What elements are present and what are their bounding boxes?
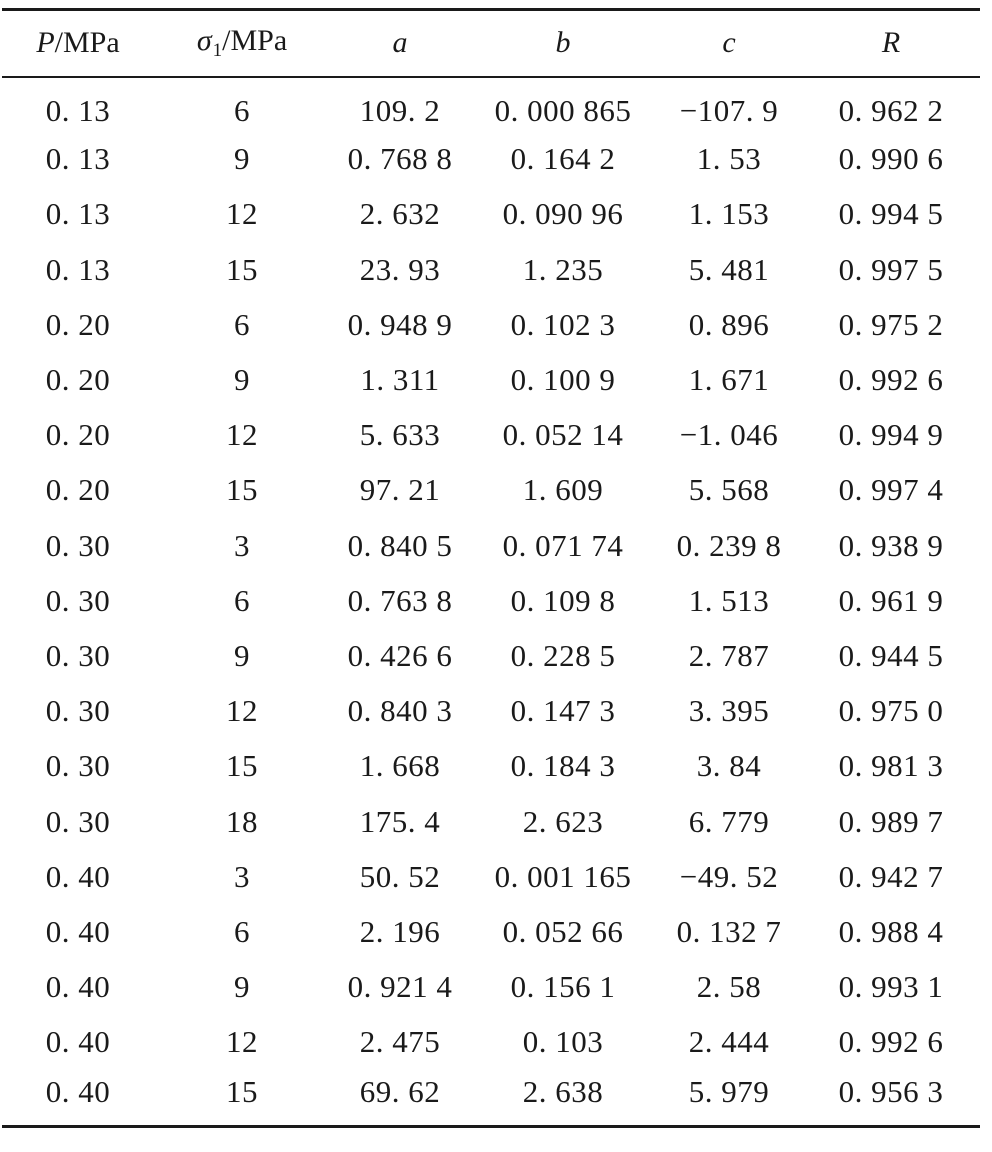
cell-a: 50. 52 [359,858,441,894]
cell-a: 23. 93 [359,251,441,287]
cell-b: 2. 638 [522,1074,604,1110]
cell-pressure: 0. 30 [45,582,111,618]
cell-a: 2. 475 [359,1024,441,1060]
cell-c: 6. 779 [688,803,770,839]
cell-r: 0. 992 6 [838,362,944,398]
table-row [2,352,980,407]
cell-r: 0. 956 3 [838,1074,944,1110]
cell-r: 0. 990 6 [838,141,944,177]
cell-r: 0. 944 5 [838,637,944,673]
cell-pressure: 0. 40 [45,858,111,894]
cell-c: 5. 481 [688,251,770,287]
cell-pressure: 0. 40 [45,969,111,1005]
header-sigma-subscript: 1 [212,40,223,62]
cell-a: 0. 763 8 [347,582,453,618]
cell-r: 0. 989 7 [838,803,944,839]
cell-r: 0. 994 5 [838,196,944,232]
header-sigma [154,10,330,77]
cell-c: 5. 979 [688,1074,770,1110]
cell-sigma: 15 [226,1074,258,1110]
cell-pressure: 0. 30 [45,527,111,563]
cell-c: 1. 513 [688,582,770,618]
table-row [2,242,980,297]
table-bottom-rule [2,1125,980,1128]
table-row [2,463,980,518]
cell-r: 0. 992 6 [838,1024,944,1060]
cell-a: 0. 768 8 [347,141,453,177]
cell-r: 0. 997 5 [838,251,944,287]
header-sigma-symbol: σ [196,24,212,58]
table-row [2,77,980,132]
cell-b: 0. 164 2 [510,141,616,177]
cell-c: 0. 896 [688,306,770,342]
table-header [2,10,980,77]
cell-c: 5. 568 [688,472,770,508]
fit-parameter-table-container [2,8,980,1128]
cell-r: 0. 997 4 [838,472,944,508]
table-row [2,904,980,959]
cell-b: 0. 103 [522,1024,604,1060]
table-row [2,408,980,463]
cell-pressure: 0. 13 [45,141,111,177]
cell-a: 2. 632 [359,196,441,232]
header-pressure [2,10,154,77]
header-b: b [555,26,571,60]
cell-a: 0. 921 4 [347,969,453,1005]
cell-sigma: 15 [226,472,258,508]
cell-sigma: 15 [226,251,258,287]
cell-c: 0. 239 8 [676,527,782,563]
header-row [2,10,980,77]
cell-b: 0. 102 3 [510,306,616,342]
cell-pressure: 0. 20 [45,417,111,453]
cell-r: 0. 994 9 [838,417,944,453]
table-row [2,1015,980,1070]
cell-a: 0. 948 9 [347,306,453,342]
cell-pressure: 0. 13 [45,196,111,232]
cell-sigma: 12 [226,196,258,232]
cell-sigma: 6 [234,92,250,128]
cell-a: 0. 426 6 [347,637,453,673]
cell-a: 1. 311 [360,362,440,398]
cell-r: 0. 981 3 [838,748,944,784]
table-row [2,297,980,352]
cell-a: 0. 840 5 [347,527,453,563]
cell-b: 0. 147 3 [510,693,616,729]
cell-sigma: 12 [226,417,258,453]
cell-a: 109. 2 [359,92,441,128]
cell-sigma: 6 [234,913,250,949]
cell-sigma: 15 [226,748,258,784]
table-row [2,684,980,739]
cell-b: 2. 623 [522,803,604,839]
cell-pressure: 0. 30 [45,693,111,729]
header-c: c [722,26,736,60]
cell-b: 1. 235 [522,251,604,287]
cell-r: 0. 993 1 [838,969,944,1005]
header-a: a [392,26,408,60]
header-pressure-unit: /MPa [54,26,120,60]
cell-c: 3. 84 [696,748,762,784]
cell-b: 0. 071 74 [502,527,624,563]
cell-pressure: 0. 20 [45,472,111,508]
cell-pressure: 0. 13 [45,251,111,287]
cell-pressure: 0. 30 [45,637,111,673]
cell-sigma: 9 [234,362,250,398]
cell-r: 0. 938 9 [838,527,944,563]
cell-c: 2. 444 [688,1024,770,1060]
cell-sigma: 6 [234,306,250,342]
cell-b: 0. 090 96 [502,196,624,232]
header-sigma-unit: /MPa [222,24,288,58]
cell-r: 0. 975 0 [838,693,944,729]
cell-c: 3. 395 [688,693,770,729]
cell-a: 2. 196 [359,913,441,949]
table-row [2,849,980,904]
table-row [2,1070,980,1125]
cell-b: 0. 000 865 [494,92,632,128]
cell-sigma: 9 [234,969,250,1005]
cell-r: 0. 942 7 [838,858,944,894]
cell-b: 0. 156 1 [510,969,616,1005]
cell-r: 0. 975 2 [838,306,944,342]
cell-pressure: 0. 30 [45,803,111,839]
cell-c: −1. 046 [679,417,779,453]
cell-a: 1. 668 [359,748,441,784]
cell-pressure: 0. 40 [45,913,111,949]
cell-c: 2. 787 [688,637,770,673]
cell-pressure: 0. 20 [45,306,111,342]
header-r: R [881,26,901,60]
cell-b: 0. 100 9 [510,362,616,398]
cell-b: 0. 184 3 [510,748,616,784]
cell-sigma: 9 [234,637,250,673]
cell-sigma: 18 [226,803,258,839]
cell-a: 0. 840 3 [347,693,453,729]
cell-r: 0. 961 9 [838,582,944,618]
table-body [2,77,980,1126]
cell-a: 175. 4 [359,803,441,839]
cell-c: 2. 58 [696,969,762,1005]
cell-pressure: 0. 30 [45,748,111,784]
cell-sigma: 6 [234,582,250,618]
cell-pressure: 0. 20 [45,362,111,398]
cell-pressure: 0. 40 [45,1074,111,1110]
cell-sigma: 12 [226,693,258,729]
table-row [2,518,980,573]
cell-a: 97. 21 [359,472,441,508]
fit-parameter-table [2,8,980,1125]
cell-sigma: 9 [234,141,250,177]
cell-c: 1. 153 [688,196,770,232]
cell-c: −107. 9 [679,92,779,128]
cell-c: −49. 52 [679,858,779,894]
table-row [2,573,980,628]
table-row [2,187,980,242]
cell-a: 69. 62 [359,1074,441,1110]
table-row [2,794,980,849]
cell-a: 5. 633 [359,417,441,453]
cell-c: 1. 53 [696,141,762,177]
header-pressure-symbol: P [36,26,55,60]
cell-r: 0. 962 2 [838,92,944,128]
table-row [2,960,980,1015]
cell-pressure: 0. 40 [45,1024,111,1060]
table-row [2,739,980,794]
cell-b: 0. 109 8 [510,582,616,618]
cell-b: 0. 052 14 [502,417,624,453]
cell-c: 0. 132 7 [676,913,782,949]
cell-sigma: 3 [234,858,250,894]
cell-sigma: 12 [226,1024,258,1060]
cell-b: 1. 609 [522,472,604,508]
cell-b: 0. 052 66 [502,913,624,949]
cell-pressure: 0. 13 [45,92,111,128]
cell-r: 0. 988 4 [838,913,944,949]
cell-b: 0. 001 165 [494,858,632,894]
table-row [2,132,980,187]
cell-b: 0. 228 5 [510,637,616,673]
cell-sigma: 3 [234,527,250,563]
cell-c: 1. 671 [688,362,770,398]
table-row [2,628,980,683]
